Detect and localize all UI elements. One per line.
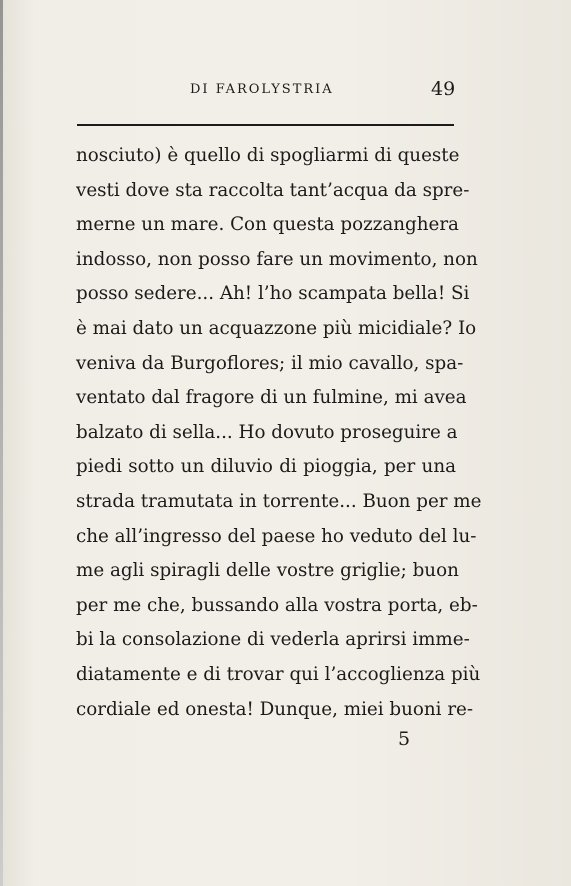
page-header — [0, 78, 571, 108]
text-line: cordiale ed onesta! Dunque, miei buoni re- — [76, 698, 474, 720]
body-text — [76, 139, 482, 727]
text-line: è mai dato un acquazzone più micidiale? Io — [76, 317, 477, 339]
signature-mark: 5 — [398, 728, 411, 750]
text-line: ventato dal fragore di un fulmine, mi avea — [76, 387, 467, 409]
text-line: indosso, non posso fare un movimento, non — [76, 248, 478, 270]
text-line: veniva da Burgoflores; il mio cavallo, spa- — [76, 352, 464, 374]
text-line: me agli spiragli delle vostre griglie; buon — [76, 560, 459, 582]
text-line: posso sedere... Ah! l’ho scampata bella! Si — [76, 283, 470, 305]
text-line: strada tramutata in torrente... Buon per me — [76, 490, 482, 512]
text-line: per me che, bussando alla vostra porta, eb- — [76, 594, 478, 616]
text-line: bi la consolazione di vederla aprirsi imme- — [76, 629, 470, 651]
text-line: piedi sotto un diluvio di pioggia, per una — [76, 456, 456, 478]
page-edge-shadow — [0, 0, 3, 886]
text-line: balzato di sella... Ho dovuto proseguire a — [76, 421, 458, 443]
text-line: diatamente e di trovar qui l’accoglienza più — [76, 663, 481, 685]
text-line: merne un mare. Con questa pozzanghera — [76, 214, 459, 236]
running-title: DI FAROLYSTRIA — [190, 82, 334, 97]
text-line: che all’ingresso del paese ho veduto del lu- — [76, 525, 477, 547]
text-line: nosciuto) è quello di spogliarmi di queste — [76, 145, 460, 166]
page-number: 49 — [431, 78, 456, 100]
header-rule — [77, 124, 454, 126]
text-line: vesti dove sta raccolta tant’acqua da spre- — [76, 179, 470, 201]
